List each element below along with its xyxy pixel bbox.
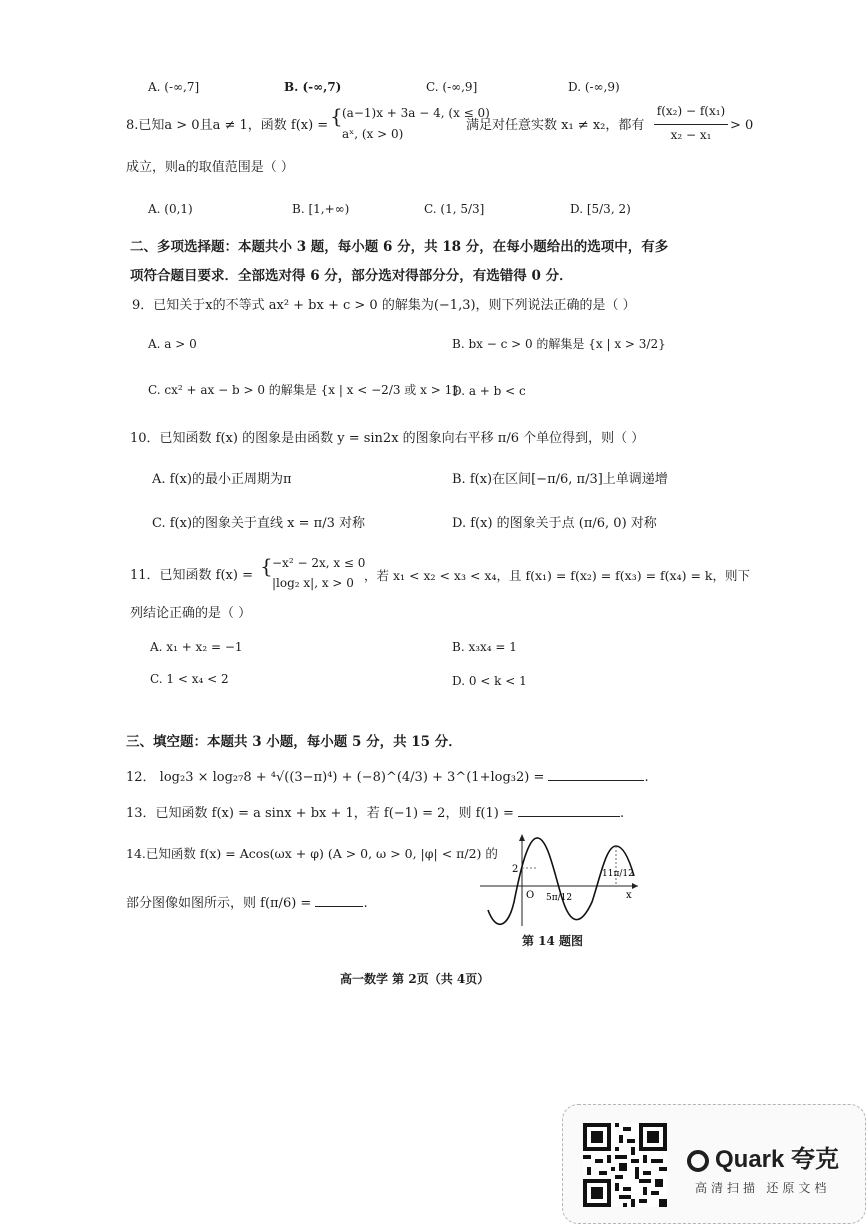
q10-option-d: D. f(x) 的图象关于点 (π/6, 0) 对称	[452, 516, 657, 531]
page-footer: 高一数学 第 2页（共 4页）	[340, 972, 490, 986]
q14-graph	[474, 832, 644, 928]
q12-period: .	[644, 770, 649, 785]
q12-answer-blank[interactable]	[548, 780, 644, 781]
q11-case2: |log₂ x|, x > 0	[272, 576, 354, 590]
q9-option-d: D. a + b < c	[452, 384, 526, 398]
q11-option-c: C. 1 < x₄ < 2	[150, 672, 229, 686]
q7-option-a: A. (-∞,7]	[148, 80, 200, 94]
section2-heading-line1: 二、多项选择题：本题共小 3 题，每小题 6 分，共 18 分，在每小题给出的选项中，有多	[130, 239, 669, 255]
q14-y-axis-arrow	[519, 834, 525, 841]
q14-y-tick-label: 2	[512, 864, 519, 875]
q14-x2-label: 11π/12	[602, 869, 634, 879]
q8-stem-prefix: 8.已知a > 0且a ≠ 1，函数 f(x) =	[126, 118, 329, 133]
q12-text: 12． log₂3 × log₂₇8 + ⁴√((3−π)⁴) + (−8)^(4/3) + 3^(1+log₃2) =	[126, 770, 545, 785]
q14-period: .	[363, 896, 368, 911]
q14-x-axis-arrow	[632, 883, 638, 889]
quark-brand	[687, 1139, 839, 1174]
q8-frac-den: x₂ − x₁	[670, 128, 712, 142]
section2-heading-line2: 项符合题目要求．全部选对得 6 分，部分选对得部分分，有选错得 0 分．	[130, 268, 573, 284]
q14-text: 部分图像如图所示，则 f(π/6) =	[126, 896, 312, 911]
quark-logo-icon	[687, 1150, 709, 1172]
q14-origin-label: O	[526, 890, 535, 901]
q13-expression	[126, 806, 624, 822]
quark-brand-text: Quark 夸克	[715, 1146, 840, 1173]
q11-case1: −x² − 2x, x ≤ 0	[272, 556, 366, 570]
q8-brace: {	[330, 104, 343, 128]
q9-stem: 9．已知关于x的不等式 ax² + bx + c > 0 的解集为(−1,3)，则下列说法正确的是（ ）	[132, 298, 636, 313]
q13-text: 13．已知函数 f(x) = a sinx + bx + 1，若 f(−1) = 2，则 f(1) =	[126, 806, 514, 821]
q7-option-c: C. (-∞,9]	[426, 80, 478, 94]
q9-option-a: A. a > 0	[148, 337, 197, 351]
q11-stem-line2: 列结论正确的是（ ）	[130, 606, 252, 621]
q12-expression	[126, 770, 649, 786]
q14-graph-caption: 第 14 题图	[522, 934, 584, 948]
q10-option-c: C. f(x)的图象关于直线 x = π/3 对称	[152, 516, 365, 531]
q14-cosine-curve	[488, 838, 634, 924]
q14-x1-label: 5π/12	[546, 893, 573, 903]
q8-frac-num: f(x₂) − f(x₁)	[656, 104, 726, 118]
quark-subtitle: 高清扫描 还原文档	[695, 1181, 831, 1195]
q7-option-d: D. (-∞,9)	[568, 80, 620, 94]
q13-period: .	[619, 806, 625, 821]
quark-badge[interactable]	[562, 1104, 866, 1224]
q8-option-c: C. (1, 5/3]	[424, 202, 485, 216]
q10-option-a: A. f(x)的最小正周期为π	[152, 472, 292, 487]
q11-stem-prefix: 11．已知函数 f(x) =	[130, 568, 253, 583]
q8-frac-tail: > 0	[730, 118, 754, 133]
q14-stem-line2	[126, 896, 368, 912]
q10-stem: 10．已知函数 f(x) 的图象是由函数 y = sin2x 的图象向右平移 π/6 个单位得到，则（ ）	[130, 431, 645, 446]
q14-answer-blank[interactable]	[315, 906, 363, 907]
q8-stem-line2: 成立，则a的取值范围是（ ）	[126, 160, 294, 175]
q8-case1: (a−1)x + 3a − 4, (x ≤ 0)	[342, 106, 490, 120]
q11-option-b: B. x₃x₄ = 1	[452, 640, 517, 654]
q8-stem-suffix: 满足对任意实数 x₁ ≠ x₂，都有	[466, 118, 645, 133]
q8-frac-bar	[654, 124, 728, 125]
qr-code-icon[interactable]	[583, 1123, 667, 1207]
q8-case2: aˣ, (x > 0)	[342, 127, 404, 141]
q14-stem-line1: 14.已知函数 f(x) = Acos(ωx + φ) (A > 0, ω > 0, |φ| < π/2) 的	[126, 846, 498, 861]
q8-option-d: D. [5/3, 2)	[570, 202, 631, 216]
section3-heading: 三、填空题：本题共 3 小题，每小题 5 分，共 15 分．	[126, 734, 462, 750]
q11-stem-suffix: ，若 x₁ < x₂ < x₃ < x₄，且 f(x₁) = f(x₂) = f(x₃) = f(x₄) = k，则下	[364, 568, 750, 583]
q9-option-c: C. cx² + ax − b > 0 的解集是 {x | x < −2/3 或 x > 1}	[148, 383, 460, 397]
q14-x-axis-label: x	[626, 890, 632, 901]
q11-option-d: D. 0 < k < 1	[452, 674, 527, 688]
q8-option-a: A. (0,1)	[148, 202, 193, 216]
q10-option-b: B. f(x)在区间[−π/6, π/3]上单调递增	[452, 472, 668, 487]
q7-option-b: B. (-∞,7)	[284, 80, 342, 94]
q8-option-b: B. [1,+∞)	[292, 202, 350, 216]
q9-option-b: B. bx − c > 0 的解集是 {x | x > 3/2}	[452, 337, 666, 351]
q13-answer-blank[interactable]	[518, 816, 620, 817]
q11-brace: {	[260, 554, 273, 578]
q11-option-a: A. x₁ + x₂ = −1	[150, 640, 243, 654]
